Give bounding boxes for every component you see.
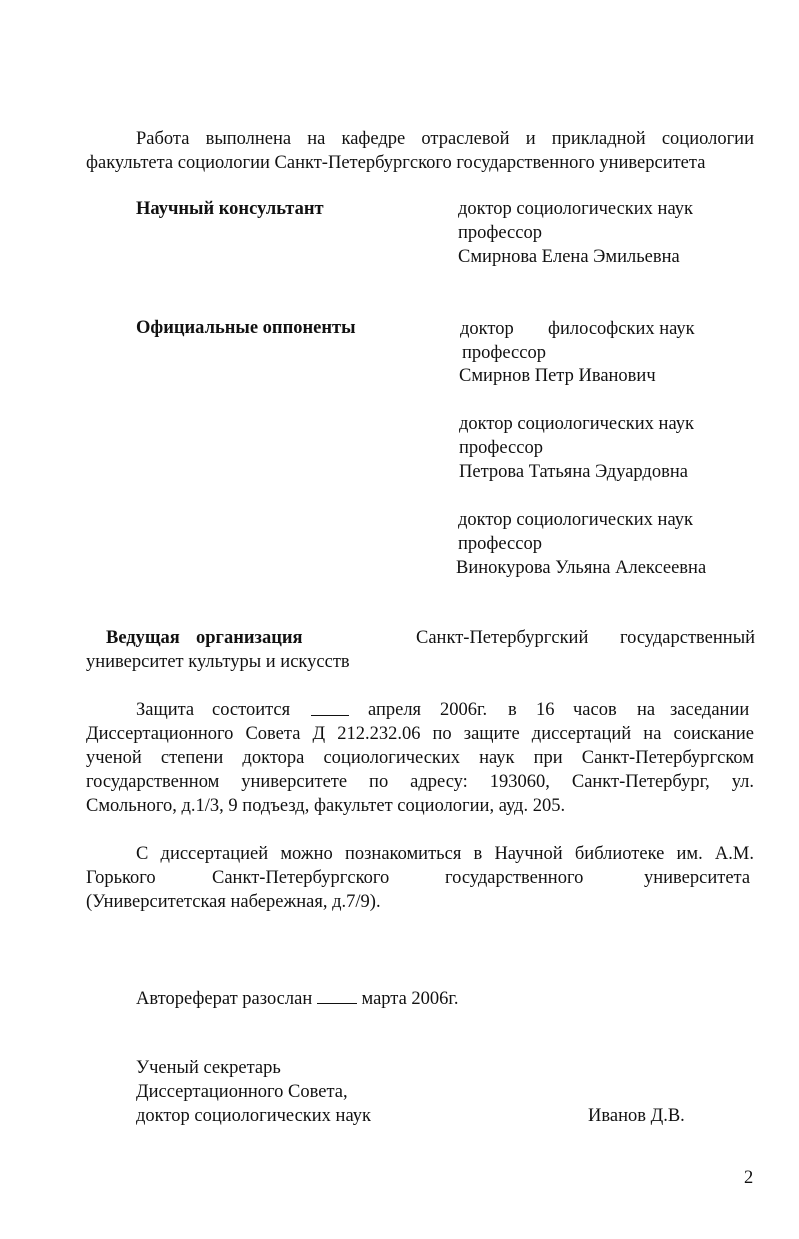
defense-line-5: Смольного, д.1/3, 9 подъезд, факультет социологии, ауд. 205. <box>86 796 566 816</box>
library-line-1: С диссертацией можно познакомиться в Научной библиотеке им. А.М. <box>136 844 754 864</box>
intro-line-2: факультета социологии Санкт-Петербургского государственного университета <box>86 153 706 173</box>
opponent-2-name: Петрова Татьяна Эдуардовна <box>459 462 688 482</box>
intro-line-1: Работа выполнена на кафедре отраслевой и прикладной социологии <box>136 129 754 149</box>
secretary-line-3: доктор социологических наук <box>136 1106 371 1126</box>
defense-word: 2006г. <box>440 700 488 720</box>
leading-org-name-line-2: университет культуры и искусств <box>86 652 350 672</box>
opponent-3-degree: доктор социологических наук <box>458 510 693 530</box>
page-number: 2 <box>744 1168 754 1188</box>
consultant-name: Смирнова Елена Эмильевна <box>458 247 680 267</box>
leading-org-name-part-1: Санкт-Петербургский <box>416 628 589 648</box>
library-line-3: (Университетская набережная, д.7/9). <box>86 892 381 912</box>
secretary-name: Иванов Д.В. <box>588 1106 685 1126</box>
leading-org-label-word-2: организация <box>196 628 303 648</box>
defense-word: апреля <box>368 700 422 720</box>
opponent-1-degree-rest: философских наук <box>548 319 695 339</box>
leading-org-label-word-1: Ведущая <box>106 628 180 648</box>
opponents-label: Официальные оппоненты <box>136 318 356 338</box>
library-word: государственного <box>445 868 584 888</box>
defense-date-blank <box>311 698 349 723</box>
defense-word: на <box>637 700 656 720</box>
library-word: университета <box>644 868 751 888</box>
opponent-3-name: Винокурова Ульяна Алексеевна <box>456 558 707 578</box>
defense-line-2: Диссертационного Совета Д 212.232.06 по защите диссертаций на соискание <box>86 724 754 744</box>
leading-org-name-part-2: государственный <box>620 628 756 648</box>
secretary-line-2: Диссертационного Совета, <box>136 1082 348 1102</box>
opponent-3-title: профессор <box>458 534 542 554</box>
defense-line-3: ученой степени доктора социологических наук при Санкт-Петербургском <box>86 748 754 768</box>
library-word: Горького <box>86 868 156 888</box>
library-word: Санкт-Петербургского <box>212 868 390 888</box>
opponent-1-title: профессор <box>462 343 546 363</box>
abstract-sent-date-blank <box>317 986 357 1004</box>
defense-word: заседании <box>670 700 750 720</box>
opponent-2-degree: доктор социологических наук <box>459 414 694 434</box>
defense-word: состоится <box>212 700 291 720</box>
defense-word: в <box>508 700 517 720</box>
abstract-sent-after: марта 2006г. <box>361 989 459 1009</box>
defense-word: часов <box>573 700 617 720</box>
consultant-degree: доктор социологических наук <box>458 199 693 219</box>
defense-word: 16 <box>536 700 555 720</box>
opponent-2-title: профессор <box>459 438 543 458</box>
consultant-title: профессор <box>458 223 542 243</box>
defense-word: Защита <box>136 700 195 720</box>
opponent-1-degree-word: доктор <box>460 319 514 339</box>
opponent-1-name: Смирнов Петр Иванович <box>459 366 656 386</box>
abstract-sent-text <box>136 986 459 1011</box>
defense-line-4: государственном университете по адресу: 193060, Санкт-Петербург, ул. <box>86 772 754 792</box>
abstract-sent-before: Автореферат разослан <box>136 989 313 1009</box>
secretary-line-1: Ученый секретарь <box>136 1058 281 1078</box>
consultant-label: Научный консультант <box>136 199 324 219</box>
